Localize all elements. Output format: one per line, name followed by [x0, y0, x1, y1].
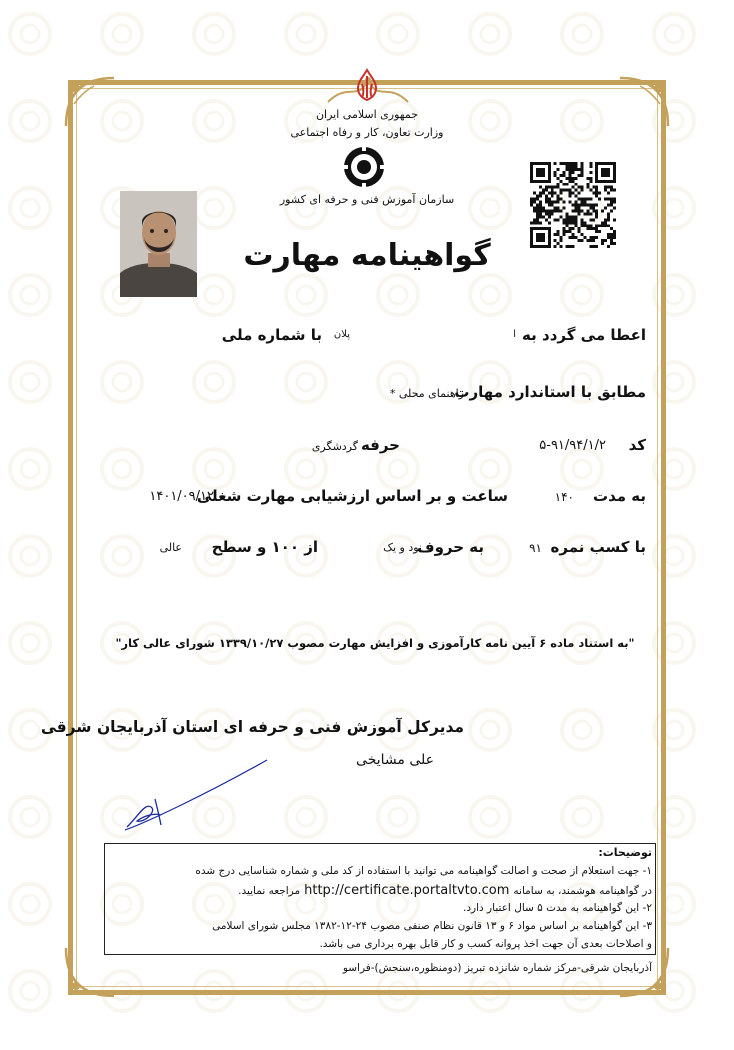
- duration-label: به مدت: [593, 487, 646, 505]
- tvto-watermark-icon: [192, 12, 236, 56]
- duration-value: ۱۴۰: [554, 490, 574, 504]
- country-name: جمهوری اسلامی ایران: [315, 108, 419, 121]
- tvto-watermark-icon: [652, 12, 696, 56]
- corner-ornament-top-left: [62, 74, 118, 130]
- note-line-2: [238, 883, 652, 898]
- score-words-value: نود و یک: [383, 541, 422, 554]
- score-value: ۹۱: [529, 541, 542, 555]
- tvto-watermark-icon: [284, 12, 328, 56]
- signatory-title: مدیرکل آموزش فنی و حرفه ای استان آذربایجان شرقی: [40, 718, 464, 736]
- tvto-watermark-icon: [8, 882, 52, 926]
- national-id-label: با شماره ملی: [221, 326, 322, 344]
- score-label: با کسب نمره: [550, 538, 646, 556]
- tvto-watermark-icon: [376, 12, 420, 56]
- iran-emblem-icon: [352, 68, 382, 102]
- holder-name-value: ا: [513, 329, 516, 340]
- tvto-watermark-icon: [8, 273, 52, 317]
- portal-url[interactable]: http://certificate.portaltvto.com: [304, 883, 510, 898]
- signature: [115, 755, 275, 840]
- note-line-3: ۲- این گواهینامه به مدت ۵ سال اعتبار دارد.: [463, 902, 652, 914]
- note-line-2-end: مراجعه نمایید.: [238, 885, 301, 897]
- level-value: عالی: [159, 541, 182, 554]
- tvto-watermark-icon: [8, 534, 52, 578]
- qr-code: [530, 162, 616, 248]
- tvto-watermark-icon: [8, 99, 52, 143]
- standard-label: مطابق با استاندارد مهارت: [454, 383, 646, 401]
- issue-date-value: ۱۴۰۱/۰۹/۱۲: [149, 489, 214, 504]
- notes-heading: توضیحات:: [598, 846, 652, 859]
- note-line-5: و اصلاحات بعدی آن جهت اخذ پروانه کسب و کار قابل بهره برداری می باشد.: [319, 938, 652, 950]
- note-line-2-start: در گواهینامه هوشمند، به سامانه: [513, 885, 652, 897]
- issuing-center: آذربایجان شرقی-مرکز شماره شانزده تبریز (دومنظوره،سنجش)-فراسو: [342, 962, 652, 974]
- trade-value: گردشگری: [311, 440, 358, 453]
- tvto-watermark-icon: [8, 360, 52, 404]
- signatory-name: علی مشایخی: [356, 752, 434, 768]
- corner-ornament-top-right: [616, 74, 672, 130]
- tvto-watermark-icon: [8, 795, 52, 839]
- legal-basis: "به استناد ماده ۶ آیین نامه کارآموزی و افزایش مهارت مصوب ۱۳۳۹/۱۰/۲۷ شورای عالی کار": [115, 636, 635, 650]
- scale-label: از ۱۰۰ و سطح: [211, 538, 318, 556]
- tvto-watermark-icon: [560, 12, 604, 56]
- tvto-watermark-icon: [8, 969, 52, 1013]
- code-label: کد: [628, 436, 646, 454]
- words-label: به حروف: [417, 538, 484, 556]
- trade-label: حرفه: [360, 436, 400, 454]
- organization-name: سازمان آموزش فنی و حرفه ای کشور: [279, 193, 455, 206]
- duration-suffix: ساعت و بر اساس ارزشیابی مهارت شغلی: [196, 487, 508, 505]
- tvto-watermark-icon: [8, 621, 52, 665]
- national-id-value: پلان: [333, 329, 350, 340]
- note-line-1: ۱- جهت استعلام از صحت و اصالت گواهینامه می توانید با استفاده از کد ملی و شماره شناسایی درج شده: [195, 865, 652, 877]
- tvto-watermark-icon: [100, 12, 144, 56]
- granted-to-label: اعطا می گردد به: [522, 326, 646, 344]
- tvto-watermark-icon: [8, 12, 52, 56]
- tvto-watermark-icon: [468, 12, 512, 56]
- holder-photo: [120, 191, 197, 297]
- tvto-watermark-icon: [8, 447, 52, 491]
- standard-value: راهنمای محلی *: [389, 387, 464, 400]
- note-line-4: ۳- این گواهینامه بر اساس مواد ۶ و ۱۳ قانون نظام صنفی مصوب ۲۴-۱۲-۱۳۸۲ مجلس شورای اسلامی: [212, 920, 652, 932]
- tvto-logo-icon: [342, 145, 386, 189]
- certificate-title: گواهینامه مهارت: [243, 238, 491, 273]
- ministry-name: وزارت تعاون، کار و رفاه اجتماعی: [290, 126, 444, 139]
- code-value: ۵-۹۱/۹۴/۱/۲: [539, 438, 606, 453]
- tvto-watermark-icon: [8, 186, 52, 230]
